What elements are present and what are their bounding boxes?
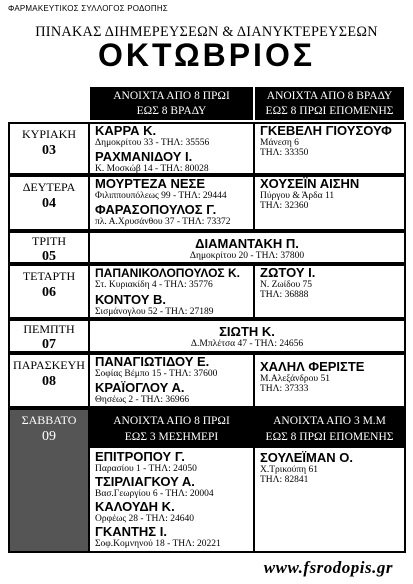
night-pharmacies	[255, 410, 404, 551]
pharmacy-name: ΚΟΝΤΟΥ Β.	[95, 292, 167, 307]
pharmacy-address: Δ.Μπλέτσα 47 - ΤΗΛ: 24656	[190, 339, 304, 349]
day-name: ΤΡΙΤΗ	[32, 234, 66, 248]
pharmacy-name: ΓΚΕΒΕΛΗ ΓΙΟΥΣΟΥΦ	[260, 123, 392, 138]
day-number: 07	[42, 337, 56, 352]
day-cell	[10, 355, 90, 406]
page-title: ΠΙΝΑΚΑΣ ΔΙΗΜΕΡΕΥΣΕΩΝ & ΔΙΑΝΥΚΤΕΡΕΥΣΕΩΝ	[35, 24, 378, 40]
day-number: 06	[42, 285, 56, 300]
pharmacy-address: Δημοκρίτου 33 - ΤΗΛ: 35556	[95, 138, 210, 148]
pharmacy-name: ΕΠΙΤΡΟΠΟΥ Γ.	[95, 449, 185, 464]
website-link[interactable]: www.fsrodopis.gr	[263, 558, 393, 577]
month-title: ΟΚΤΩΒΡΙΟΣ	[97, 37, 316, 73]
day-number: 09	[42, 429, 56, 444]
pharmacy-address: Κ. Μοσκώβ 14 - ΤΗΛ: 80028	[95, 164, 209, 174]
pharmacy-name: ΔΙΑΜΑΝΤΑΚΗ Π.	[195, 236, 299, 251]
pharmacy-address: Σισμάνογλου 52 - ΤΗΛ: 27189	[95, 307, 214, 317]
pharmacy-name: ΜΟΥΡΤΕΖΑ ΝΕΣΕ	[95, 176, 206, 191]
day-number: 04	[42, 196, 56, 211]
full-day-pharmacy	[90, 321, 404, 351]
pharmacy-name: ΤΣΙΡΛΙΑΓΚΟΥ Α.	[95, 474, 195, 489]
pharmacy-name: ΚΑΡΡΑ Κ.	[95, 123, 157, 138]
pharmacy-address: Σοφίας Βέμπο 15 - ΤΗΛ: 37600	[95, 369, 218, 379]
pharmacy-name: ΧΟΥΣΕΪΝ ΑΙΣΗΝ	[260, 176, 360, 191]
day-cell	[10, 177, 90, 229]
day-number: 03	[42, 143, 56, 158]
pharmacy-name: ΖΩΤΟΥ Ι.	[260, 265, 316, 280]
day-cell	[10, 124, 90, 173]
header-sat-night-line2: ΕΩΣ 8 ΠΡΩΙ ΕΠΟΜΕΝΗΣ	[265, 431, 394, 443]
saturday-row	[8, 408, 406, 553]
pharmacy-address: Βασ.Γεωργίου 6 - ΤΗΛ: 20004	[95, 489, 214, 499]
day-name: ΤΕΤΑΡΤΗ	[22, 269, 76, 283]
pharmacy-name: ΣΙΩΤΗ Κ.	[219, 324, 275, 339]
schedule-row	[8, 319, 406, 353]
day-cell	[10, 233, 90, 262]
pharmacy-address: Στ. Κυριακίδη 4 - ΤΗΛ: 35776	[95, 280, 213, 290]
pharmacy-name: ΚΡΑΪΟΓΛΟΥ Α.	[95, 380, 185, 395]
day-name: ΠΑΡΑΣΚΕΥΗ	[13, 358, 85, 372]
day-name: ΚΥΡΙΑΚΗ	[22, 127, 76, 141]
pharmacy-address: Ορφέως 28 - ΤΗΛ: 24640	[95, 514, 195, 524]
pharmacy-address: Μ.Αλεξάνδρου 51	[260, 374, 330, 384]
header-day-shift	[90, 87, 253, 120]
pharmacy-address: Σοφ.Κομνηνού 18 - ΤΗΛ: 20221	[95, 539, 221, 549]
header-day-shift-line1: ΑΝΟΙΧΤΑ ΑΠΟ 8 ΠΡΩΙ	[113, 90, 230, 102]
pharmacy-name: ΡΑΧΜΑΝΙΔΟΥ Ι.	[95, 149, 193, 164]
day-pharmacies	[90, 124, 255, 173]
pharmacy-name: ΚΑΛΟΥΔΗ Κ.	[95, 499, 175, 514]
day-cell	[10, 266, 90, 317]
pharmacy-address: Μάνεση 6	[260, 138, 299, 148]
pharmacy-name: ΦΑΡΑΣΟΠΟΥΛΟΣ Γ.	[95, 202, 217, 217]
night-pharmacies	[255, 266, 404, 317]
day-pharmacies	[90, 355, 255, 406]
header-sat-day-line2: ΕΩΣ 3 ΜΕΣΗΜΕΡΙ	[124, 431, 219, 443]
schedule-row	[8, 231, 406, 264]
day-cell	[10, 410, 90, 551]
pharmacy-name: ΧΑΛΗΛ ΦΕΡΙΣΤΕ	[260, 359, 365, 374]
pharmacy-name: ΠΑΠΑΝΙΚΟΛΟΠΟΥΛΟΣ Κ.	[95, 266, 240, 280]
pharmacy-phone: ΤΗΛ: 82841	[260, 475, 309, 485]
night-pharmacies	[255, 124, 404, 173]
schedule-row	[8, 264, 406, 319]
day-number: 08	[42, 374, 56, 389]
header-sat-night-line1: ΑΝΟΙΧΤΑ ΑΠΟ 3 Μ.Μ	[273, 415, 386, 427]
pharmacy-address: Θησέως 2 - ΤΗΛ: 36966	[95, 395, 190, 405]
pharmacy-address: Πύργου & Άρδα 11	[260, 191, 335, 201]
pharmacy-name: ΠΑΝΑΓΙΩΤΙΔΟΥ Ε.	[95, 354, 210, 369]
day-pharmacies	[90, 177, 255, 229]
full-day-pharmacy	[90, 233, 404, 262]
pharmacy-address: Δημοκρίτου 20 - ΤΗΛ: 37800	[189, 251, 305, 261]
schedule-row	[8, 353, 406, 408]
header-night-shift-line1: ΑΝΟΙΧΤΑ ΑΠΟ 8 ΒΡΑΔΥ	[266, 90, 393, 102]
association-name: ΦΑΡΜΑΚΕΥΤΙΚΟΣ ΣΥΛΛΟΓΟΣ ΡΟΔΟΠΗΣ	[8, 4, 168, 13]
day-cell	[10, 321, 90, 351]
pharmacy-address: Παρασίου 1 - ΤΗΛ: 24050	[95, 464, 197, 474]
night-pharmacies	[255, 355, 404, 406]
pharmacy-address: Ν. Ζωίδου 75	[260, 280, 313, 290]
schedule-row	[8, 175, 406, 231]
pharmacy-name: ΓΚΑΝΤΗΣ Ι.	[95, 524, 167, 539]
header-sat-night-shift	[255, 410, 404, 448]
day-pharmacies	[90, 410, 255, 551]
pharmacy-address: Φιλιππουπόλεως 99 - ΤΗΛ: 29444	[95, 191, 227, 201]
day-number: 05	[42, 249, 56, 264]
pharmacy-phone: ΤΗΛ: 32360	[260, 201, 309, 211]
pharmacy-phone: ΤΗΛ: 37333	[260, 384, 309, 394]
day-name: ΔΕΥΤΕΡΑ	[22, 180, 76, 194]
night-pharmacies	[255, 177, 404, 229]
header-night-shift-line2: ΕΩΣ 8 ΠΡΩΙ ΕΠΟΜΕΝΗΣ	[265, 105, 394, 117]
pharmacy-name: ΣΟΥΛΕΪΜΑΝ Ο.	[260, 450, 353, 465]
pharmacy-phone: ΤΗΛ: 36888	[260, 290, 309, 300]
header-sat-day-shift	[90, 410, 253, 448]
pharmacy-address: Χ.Τρικούπη 61	[260, 465, 319, 475]
day-name: ΠΕΜΠΤΗ	[23, 322, 75, 336]
header-day-shift-line2: ΕΩΣ 8 ΒΡΑΔΥ	[136, 105, 207, 117]
header-night-shift	[255, 87, 404, 120]
pharmacy-phone: ΤΗΛ: 33350	[260, 148, 309, 158]
schedule-row	[8, 122, 406, 175]
header-sat-day-line1: ΑΝΟΙΧΤΑ ΑΠΟ 8 ΠΡΩΙ	[113, 415, 230, 427]
day-name: ΣΑΒΒΑΤΟ	[21, 413, 77, 427]
pharmacy-address: πλ. Α.Χρυσάνθου 37 - ΤΗΛ: 73372	[95, 217, 231, 227]
day-pharmacies	[90, 266, 255, 317]
